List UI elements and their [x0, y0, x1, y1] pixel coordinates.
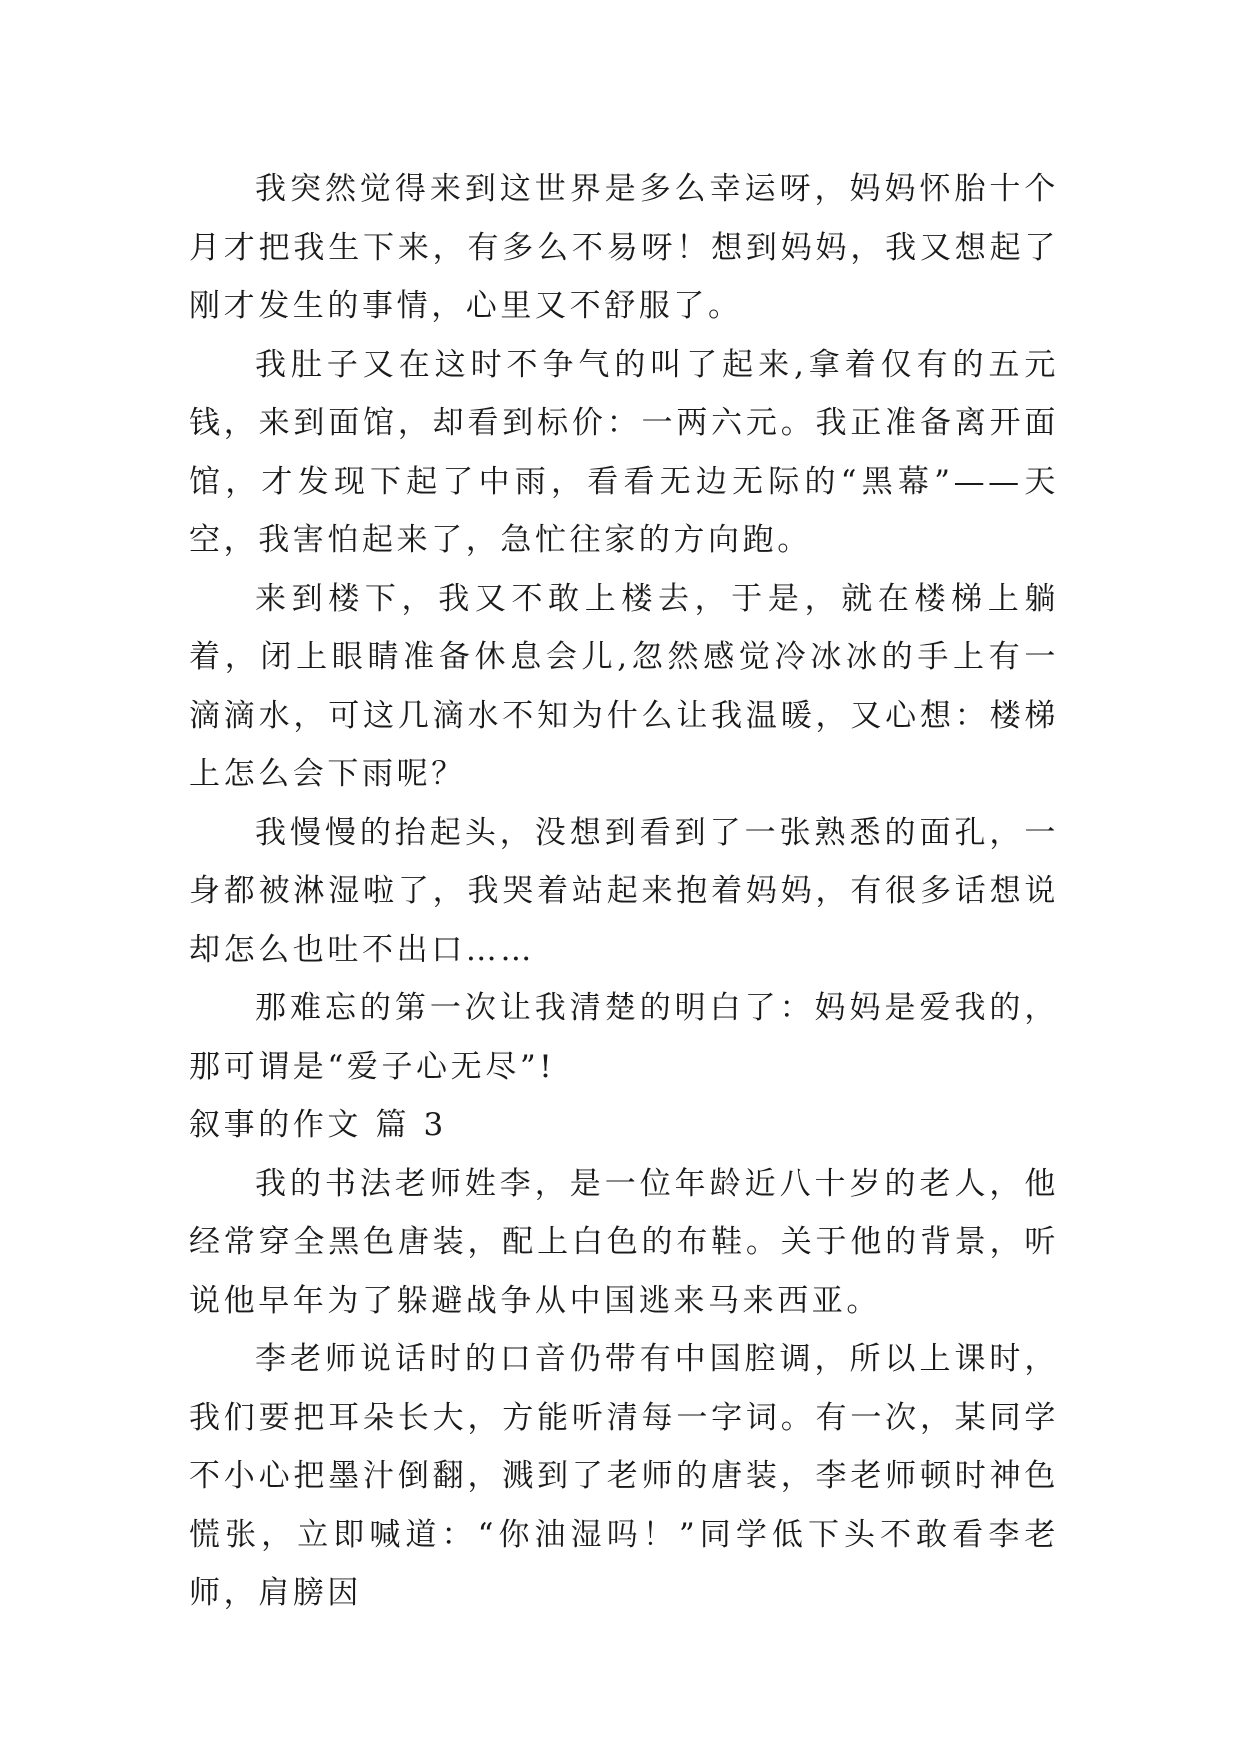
- section-heading: 叙事的作文 篇 3: [189, 1107, 447, 1143]
- paragraph: 李老师说话时的口音仍带有中国腔调，所以上课时，我们要把耳朵长大，方能听清每一字词。有一次，某同学不小心把墨汁倒翻，溅到了老师的唐装，李老师顿时神色慌张，立即喊道：“你油湿吗！”同学低下头不敢看李老师，肩膀因: [189, 1341, 1059, 1611]
- paragraph: 来到楼下，我又不敢上楼去，于是，就在楼梯上躺着，闭上眼睛准备休息会儿,忽然感觉冷冰冰的手上有一滴滴水，可这几滴水不知为什么让我温暖，又心想：楼梯上怎么会下雨呢？: [189, 580, 1059, 792]
- paragraph: 我肚子又在这时不争气的叫了起来,拿着仅有的五元钱，来到面馆，却看到标价：一两六元。我正准备离开面馆，才发现下起了中雨，看看无边无际的“黑幕”——天空，我害怕起来了，急忙往家的方向跑。: [189, 346, 1059, 558]
- paragraph: 我突然觉得来到这世界是多么幸运呀，妈妈怀胎十个月才把我生下来，有多么不易呀！想到妈妈，我又想起了刚才发生的事情，心里又不舒服了。: [189, 171, 1059, 324]
- document-body: [189, 160, 1059, 1623]
- paragraph: 那难忘的第一次让我清楚的明白了：妈妈是爱我的，那可谓是“爱子心无尽”!: [189, 990, 1059, 1085]
- paragraph: 我慢慢的抬起头，没想到看到了一张熟悉的面孔，一身都被淋湿啦了，我哭着站起来抱着妈妈，有很多话想说却怎么也吐不出口……: [189, 814, 1059, 968]
- paragraph: 我的书法老师姓李，是一位年龄近八十岁的老人，他经常穿全黑色唐装，配上白色的布鞋。关于他的背景，听说他早年为了躲避战争从中国逃来马来西亚。: [189, 1165, 1059, 1319]
